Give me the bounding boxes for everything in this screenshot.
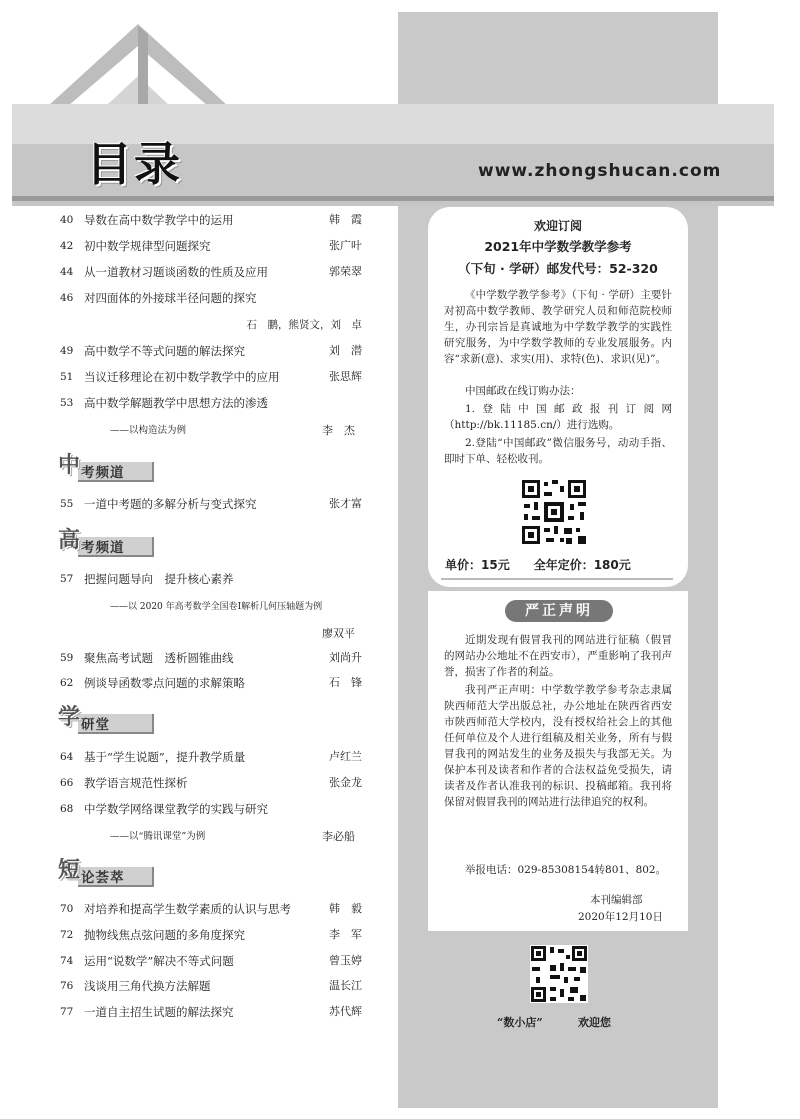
- toc-author: 韩 霞: [329, 213, 362, 226]
- toc-subtitle: ——以构造法为例: [110, 425, 187, 436]
- toc-page-number: 59: [60, 652, 74, 664]
- subscription-intro: 《中学数学教学参考》（下旬 · 学研）主要针对初高中数学教师、教学研究人员和师范院校师生，办刊宗旨是真诚地为中学数学教学的实践性研究服务，为中学数学教师的专业发展服务。内容“求新(意)、求实(用)、求特(色)、求识(见)”。: [444, 289, 672, 365]
- toc-author: 张才富: [329, 497, 362, 510]
- toc-author: 刘 潜: [329, 344, 362, 357]
- toc-page-number: 64: [60, 751, 74, 763]
- toc-author: 石 鹏，熊贤文，刘 卓: [246, 319, 362, 331]
- section-label: 考频道: [81, 465, 125, 481]
- subscription-code: （下旬 · 学研）邮发代号：52-320: [458, 261, 658, 276]
- toc-title: 高中数学解题教学中思想方法的渗透: [84, 396, 268, 410]
- toc-title: 一道自主招生试题的解法探究: [84, 1005, 234, 1019]
- toc-author: 曾玉婷: [329, 954, 362, 967]
- toc-author: 张思辉: [329, 370, 362, 383]
- toc-entry[interactable]: [60, 927, 362, 943]
- toc-author: 张金龙: [329, 776, 362, 789]
- section-initial: 学: [58, 704, 81, 730]
- toc-subtitle: ——以“腾讯课堂”为例: [110, 831, 206, 842]
- notice-dept: 本刊编辑部: [590, 894, 643, 906]
- toc-entry[interactable]: [60, 496, 362, 512]
- toc-page-number: 62: [60, 677, 74, 689]
- subscription-step2: 2.登陆“中国邮政”微信服务号，动动手指、即时下单、轻松收刊。: [444, 437, 672, 465]
- section-header-xueyan: [58, 700, 148, 734]
- toc-title: 例谈导函数零点问题的求解策略: [84, 676, 245, 690]
- toc-entry[interactable]: [60, 212, 362, 228]
- toc-page-number: 51: [60, 371, 74, 383]
- section-initial: 高: [58, 527, 81, 553]
- toc-author: 李必船: [322, 830, 355, 843]
- toc-author: 韩 毅: [329, 902, 362, 915]
- notice-paragraph-1: 近期发现有假冒我刊的网站进行征稿（假冒的网站办公地址不在西安市），严重影响了我刊声誉，损害了作者的利益。: [444, 634, 672, 678]
- toc-page-number: 72: [60, 929, 74, 941]
- toc-title: 浅谈用三角代换方法解题: [84, 979, 211, 993]
- toc-author: 张广叶: [329, 239, 362, 252]
- toc-entry[interactable]: [60, 1004, 362, 1020]
- roof-decoration: [48, 20, 228, 106]
- section-initial: 中: [58, 452, 81, 478]
- toc-author: 温长江: [329, 979, 362, 992]
- section-label: 论荟萃: [81, 870, 125, 886]
- toc-title: 一道中考题的多解分析与变式探究: [84, 497, 257, 511]
- toc-title: 运用“说数学”解决不等式问题: [84, 954, 234, 968]
- toc-entry[interactable]: [60, 238, 362, 254]
- section-label: 考频道: [81, 540, 125, 556]
- toc-entry[interactable]: [60, 775, 362, 791]
- subscription-qr-code[interactable]: [520, 478, 588, 546]
- toc-page-number: 42: [60, 240, 74, 252]
- toc-entry[interactable]: [60, 801, 362, 817]
- section-header-duanlun: [58, 853, 148, 887]
- toc-page-number: 66: [60, 777, 74, 789]
- notice-paragraph-2: 我刊严正声明：中学数学教学参考杂志隶属陕西师范大学出版总社，办公地址在陕西省西安市陕西师范大学校内，没有授权给社会上的其他任何单位及个人进行组稿及相关业务，所有与假冒我刊的网站发生的业务及损失与我部无关。为保护本刊及读者和作者的合法权益免受损失，请读者及作者认准我刊的标识、投稿邮箱。我刊将保留对假冒我刊的网站进行法律追究的权利。: [444, 684, 672, 808]
- toc-page-number: 70: [60, 903, 74, 915]
- toc-entry[interactable]: [60, 343, 362, 359]
- shop-label: “数小店”: [497, 1016, 543, 1029]
- toc-entry[interactable]: [60, 650, 362, 666]
- toc-entry[interactable]: [60, 264, 362, 280]
- toc-title: 抛物线焦点弦问题的多角度探究: [84, 928, 245, 942]
- toc-entry[interactable]: [60, 395, 362, 411]
- toc-entry[interactable]: [60, 953, 362, 969]
- toc-author: 苏代辉: [329, 1005, 362, 1018]
- price-divider: [441, 578, 673, 580]
- toc-title: 当议迁移理论在初中数学教学中的应用: [84, 370, 280, 384]
- notice-date: 2020年12月10日: [578, 911, 663, 923]
- toc-title: 初中数学规律型问题探究: [84, 239, 211, 253]
- toc-title: 高中数学不等式问题的解法探究: [84, 344, 245, 358]
- toc-page-number: 68: [60, 803, 74, 815]
- toc-title: 基于“学生说题”，提升教学质量: [84, 750, 246, 764]
- toc-page-number: 46: [60, 292, 74, 304]
- welcome-label: 欢迎您: [578, 1016, 611, 1029]
- notice-phone: 举报电话：029-85308154转801、802。: [465, 864, 667, 876]
- page-title: 目录: [86, 137, 182, 191]
- toc-entry[interactable]: [60, 675, 362, 691]
- subscription-howto: 中国邮政在线订购办法：: [465, 385, 581, 397]
- toc-entry[interactable]: [60, 901, 362, 917]
- toc-author: 石 锋: [329, 676, 362, 689]
- toc-author: 廖双平: [322, 627, 355, 640]
- header-divider: [12, 196, 774, 201]
- toc-page-number: 49: [60, 345, 74, 357]
- section-header-zhongkao: [58, 448, 148, 482]
- toc-entry[interactable]: [60, 571, 362, 587]
- notice-title: 严正声明: [505, 600, 613, 622]
- toc-entry[interactable]: [60, 290, 362, 306]
- subscription-journal: 2021年中学数学教学参考: [484, 239, 632, 254]
- toc-author: 郭荣翠: [329, 265, 362, 278]
- website-url: www.zhongshucan.com: [478, 161, 722, 181]
- toc-author: 卢红兰: [329, 750, 362, 763]
- toc-page-number: 40: [60, 214, 74, 226]
- toc-author: 李 军: [329, 928, 362, 941]
- shop-qr-code[interactable]: [530, 945, 588, 1003]
- section-header-gaokao: [58, 523, 148, 557]
- toc-author: 刘尚升: [329, 651, 362, 664]
- toc-page-number: 57: [60, 573, 74, 585]
- subscription-step1: 1.登陆中国邮政报刊订阅网（http://bk.11185.cn/）进行选购。: [444, 403, 672, 431]
- toc-entry[interactable]: [60, 369, 362, 385]
- section-initial: 短: [58, 857, 81, 883]
- toc-page-number: 74: [60, 955, 74, 967]
- toc-title: 对四面体的外接球半径问题的探究: [84, 291, 257, 305]
- subscription-heading: 欢迎订阅: [533, 219, 582, 233]
- toc-subtitle: ——以 2020 年高考数学全国卷Ⅰ解析几何压轴题为例: [110, 602, 323, 612]
- toc-title: 教学语言规范性探析: [84, 776, 188, 790]
- toc-title: 把握问题导向 提升核心素养: [84, 572, 234, 586]
- toc-title: 导数在高中数学教学中的运用: [84, 213, 234, 227]
- section-label: 研堂: [81, 717, 110, 733]
- toc-author: 李 杰: [322, 424, 355, 437]
- price-info: 单价：15元 全年定价：180元: [445, 558, 631, 572]
- toc-entry[interactable]: [60, 978, 362, 994]
- toc-page-number: 53: [60, 397, 74, 409]
- toc-entry[interactable]: [60, 749, 362, 765]
- toc-page-number: 55: [60, 498, 74, 510]
- toc-page-number: 44: [60, 266, 74, 278]
- toc-page-number: 76: [60, 980, 74, 992]
- toc-title: 聚焦高考试题 透析圆锥曲线: [84, 651, 234, 665]
- toc-title: 中学数学网络课堂教学的实践与研究: [84, 802, 268, 816]
- toc-page-number: 77: [60, 1006, 74, 1018]
- toc-title: 对培养和提高学生数学素质的认识与思考: [84, 902, 291, 916]
- toc-entry-author-line: [60, 317, 362, 333]
- toc-title: 从一道教材习题谈函数的性质及应用: [84, 265, 268, 279]
